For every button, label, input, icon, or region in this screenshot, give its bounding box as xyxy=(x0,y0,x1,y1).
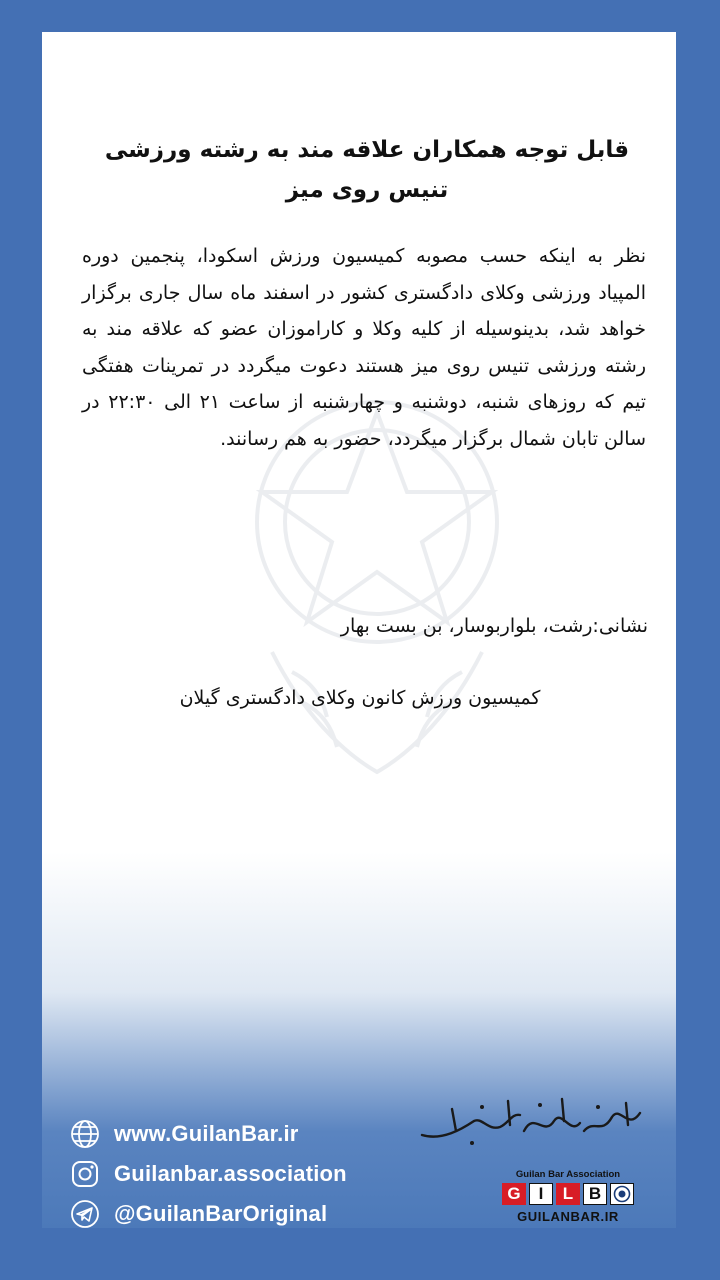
website-link[interactable] xyxy=(68,1114,347,1154)
telegram-text: @GuilanBarOriginal xyxy=(114,1201,328,1226)
notice-title: قابل توجه همکاران علاقه مند به رشته ورزشی تنیس روی میز xyxy=(104,137,630,203)
instagram-link[interactable] xyxy=(68,1154,347,1194)
telegram-icon xyxy=(68,1197,102,1228)
telegram-link[interactable] xyxy=(68,1194,347,1228)
notice-body: نظر به اینکه حسب مصوبه کمیسیون ورزش اسکودا، پنجمین دوره المپیاد ورزشی وکلای دادگستری کشور در اسفند ماه سال جاری برگزار خواهد شد، بدینوسیله از کلیه وکلا و کاراموزان عضو که علاقه مند به رشته ورزشی تنیس روی میز هستند دعوت میگردد در تمرینات هفتگی تیم که روزهای شنبه، دوشنبه و چهارشنبه از ساعت ۲۱ الی ۲۲:۳۰ در سالن تابان شمال برگزار میگردد، حضور به هم رسانند. xyxy=(82,245,647,450)
calligraphy-logo xyxy=(412,1091,652,1155)
logo-caption: Guilan Bar Association xyxy=(515,1169,621,1180)
website-text: www.GuilanBar.ir xyxy=(114,1121,299,1146)
globe-icon xyxy=(68,1117,102,1151)
logo-letter-l: L xyxy=(556,1183,580,1205)
logo-letter-b: B xyxy=(583,1183,607,1205)
instagram-text: Guilanbar.association xyxy=(114,1161,347,1186)
logo-emblem-icon xyxy=(610,1183,634,1205)
logo-letter-g: G xyxy=(502,1183,526,1205)
logo-letter-i: I xyxy=(529,1183,553,1205)
notice-card xyxy=(42,32,676,1228)
guilan-bar-logo xyxy=(412,1087,652,1227)
logo-website: GUILANBAR.IR xyxy=(517,1209,619,1224)
gilb-letters xyxy=(502,1183,634,1205)
notice-address: نشانی:رشت، بلواربوسار، بن بست بهار xyxy=(340,615,648,637)
instagram-icon xyxy=(68,1157,102,1191)
contact-list xyxy=(68,1114,347,1228)
notice-signature: کمیسیون ورزش کانون وکلای دادگستری گیلان xyxy=(179,687,541,709)
